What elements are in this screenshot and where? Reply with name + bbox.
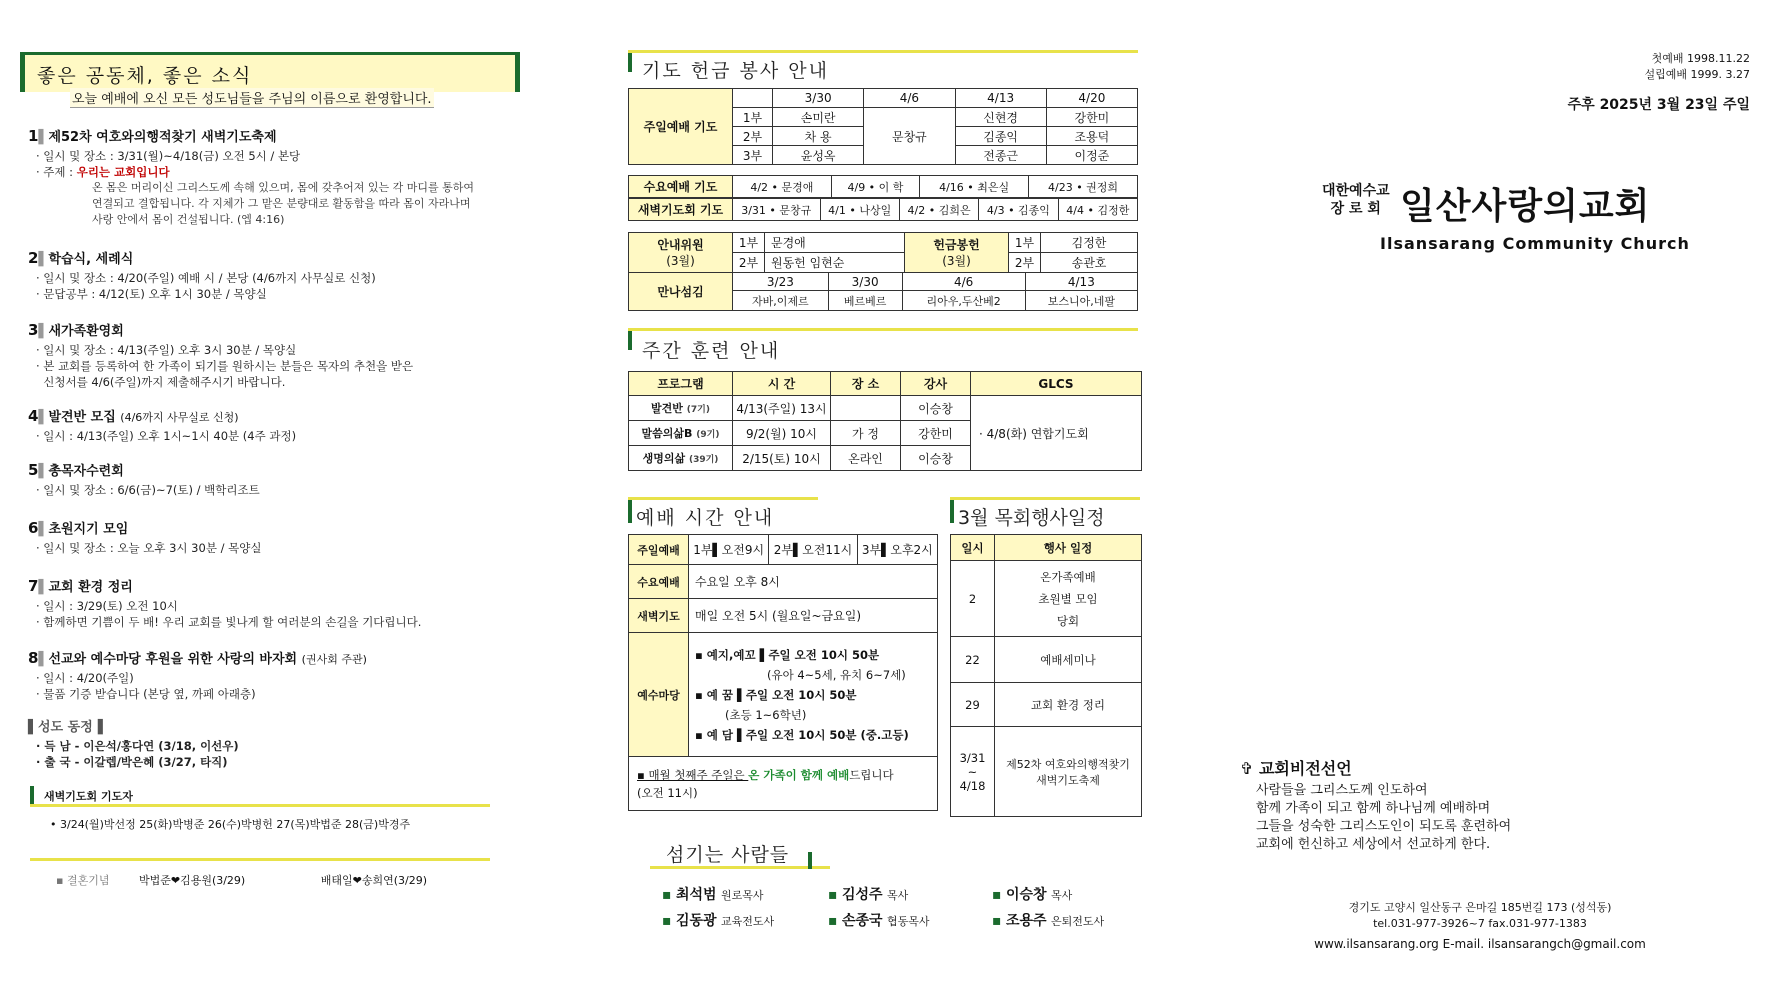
dawn-prayer-list: • 3/24(월)박선정 25(화)박병준 26(수)박병헌 27(목)박법준 28(금)박경주: [50, 818, 411, 831]
worship-time-title: 예배 시간 안내: [636, 507, 775, 529]
first-worship: 첫예배 1998.11.22: [1651, 52, 1750, 65]
news-item: 5▌총목자수련회 · 일시 및 장소 : 6/6(금)~7(토) / 백학리조트: [28, 461, 260, 497]
news-item: 8▌선교와 예수마당 후원을 위한 사랑의 바자회 (권사회 주관) · 일시 : 4/20(주일) · 물품 기증 받습니다 (본당 옆, 까페 아래층): [28, 649, 367, 701]
dawn-prayer-title: 새벽기도회 기도자: [44, 790, 133, 803]
staff-member: ▪ 이승창 목사: [992, 887, 1073, 903]
vision-statement: ✞ 교회비전선언 사람들을 그리스도께 인도하여 함께 가족이 되고 함께 하나님께 예배하며 그들을 성숙한 그리스도인이 되도록 훈련하여 교회에 헌신하고 세상에서 선교하게 한다.: [1240, 759, 1512, 852]
news-title: 좋은 공동체, 좋은 소식: [37, 65, 253, 87]
staff-member: ▪ 조용주 은퇴전도사: [992, 913, 1105, 929]
staff-member: ▪ 김성주 목사: [828, 887, 909, 903]
anniversary-couple-2: 배태일❤송희연(3/29): [320, 874, 427, 887]
training-table: 프로그램 시 간 장 소 강사 GLCS 발견반 (7기) 4/13(주일) 13시 이승창 · 4/8(화) 연합기도회 말씀의삶B (9기) 9/2(월) 10시 가 정 강한미 생명의삶 (39기) 2/15(토) 10시 온라인 이승창: [628, 371, 1142, 471]
news-item: 6▌초원지기 모임 · 일시 및 장소 : 오늘 오후 3시 30분 / 목양실: [28, 519, 262, 555]
news-item: 3▌새가족환영회 · 일시 및 장소 : 4/13(주일) 오후 3시 30분 / 목양실 · 본 교회를 등록하여 한 가족이 되기를 원하시는 분들은 목자의 추천을 받은 신청서를 4/6(주일)까지 제출해주시기 바랍니다.: [28, 321, 414, 389]
staff-member: ▪ 김동광 교육전도사: [662, 913, 775, 929]
staff-member: ▪ 최석범 원로목사: [662, 887, 764, 903]
news-header: [20, 52, 520, 92]
news-item: 2▌학습식, 세례식 · 일시 및 장소 : 4/20(주일) 예배 시 / 본당 (4/6까지 사무실로 신청) · 문답공부 : 4/12(토) 오후 1시 30분 / 목양실: [28, 249, 376, 301]
welcome-message: 오늘 예배에 오신 모든 성도님들을 주님의 이름으로 환영합니다.: [70, 88, 434, 108]
anniversary-couple-1: 박법준❤김용원(3/29): [138, 874, 246, 887]
meal-table: 만나섬김 3/23 3/30 4/6 4/13 자바,이제르 베르베르 리아우,두산베2 보스니아,네팔: [628, 272, 1138, 311]
bulletin-date: 주후 2025년 3월 23일 주일: [1567, 97, 1750, 113]
events-title: 3월 목회행사일정: [958, 507, 1105, 529]
duty-table: 주일예배 기도 3/30 4/6 4/13 4/20 1부 손미란 문창규 신현경 강한미 2부 차 용 김종익 조용덕 3부 윤성옥 전종근 이정준: [628, 88, 1138, 165]
worship-time-table: 주일예배 1부▌오전9시 2부▌오전11시 3부▌오후2시 수요예배 수요일 오후 8시 새벽기도 매일 오전 5시 (월요일~금요일) 예수마당 ▪ 예지,예꼬 ▌주일 오전 10시 50분 (유아 4~5세, 유치 6~7세) ▪ 예 꿈 ▌주일 오전 10시 50분 (초등 1~6학년) ▪ 예 담 ▌주일 오전 10시 50분 (중.고등) ▪ 매월 첫째주 주일은 온 가족이 함께 예배드립니다 (오전 11시): [628, 534, 938, 811]
church-phone: tel.031-977-3926~7 fax.031-977-1383: [1373, 917, 1587, 930]
training-title: 주간 훈련 안내: [642, 340, 781, 362]
dawn-prayer-table: 새벽기도회 기도 3/31 • 문창규 4/1 • 나상일 4/2 • 김희은 4/3 • 김종익 4/4 • 김정한: [628, 198, 1138, 221]
church-name-en: Ilsansarang Community Church: [1380, 234, 1690, 253]
church-name: 일산사랑의교회: [1400, 186, 1651, 227]
church-web: www.ilsansarang.org E-mail. ilsansarangch@gmail.com: [1314, 937, 1646, 951]
wed-prayer-table: 수요예배 기도 4/2 • 문경애 4/9 • 이 학 4/16 • 최은실 4/23 • 권정희: [628, 175, 1138, 198]
staff-member: ▪ 손종국 협동목사: [828, 913, 930, 929]
news-item: 1▌제52차 여호와의행적찾기 새벽기도축제 · 일시 및 장소 : 3/31(월)~4/18(금) 오전 5시 / 본당 · 주제 : 우리는 교회입니다 온 몸은 머리이신 그리스도께 속해 있으며, 몸에 갖추어져 있는 각 마디를 통하여 연결되고 결합됩니다. 각 지체가 그 맡은 분량대로 활동함을 따라 몸이 자라나며 사랑 안에서 몸이 건설됩니다. (엡 4:16): [28, 127, 474, 226]
events-table: 일시 행사 일정 2 온가족예배 초원별 모임 당회 22 예배세미나 29 교회 환경 정리 3/31 ~ 4/18 제52차 여호와의행적찾기 새벽기도축제: [950, 534, 1142, 817]
church-address: 경기도 고양시 일산동구 은마길 185번길 173 (성석동): [1348, 901, 1612, 914]
news-item: 4▌발견반 모집 (4/6까지 사무실로 신청) · 일시 : 4/13(주일) 오후 1시~1시 40분 (4주 과정): [28, 407, 297, 443]
usher-table: 안내위원 (3월) 1부 문경애 헌금봉헌 (3월) 1부 김정한 2부 원동헌 임현순 2부 송관호: [628, 232, 1138, 273]
news-item: 7▌교회 환경 정리 · 일시 : 3/29(토) 오전 10시 · 함께하면 기쁨이 두 배! 우리 교회를 빛나게 할 여러분의 손길을 기다립니다.: [28, 577, 422, 629]
staff-title: 섬기는 사람들: [666, 844, 790, 866]
duty-title: 기도 헌금 봉사 안내: [642, 60, 829, 82]
member-news: ▌성도 동정▐ · 득 남 - 이은석/홍다연 (3/18, 이선우) · 출 국 - 이갈렙/박은혜 (3/27, 타직): [28, 720, 239, 769]
denomination: 대한예수교 장 로 회: [1322, 183, 1390, 217]
founding-worship: 설립예배 1999. 3.27: [1644, 68, 1750, 81]
